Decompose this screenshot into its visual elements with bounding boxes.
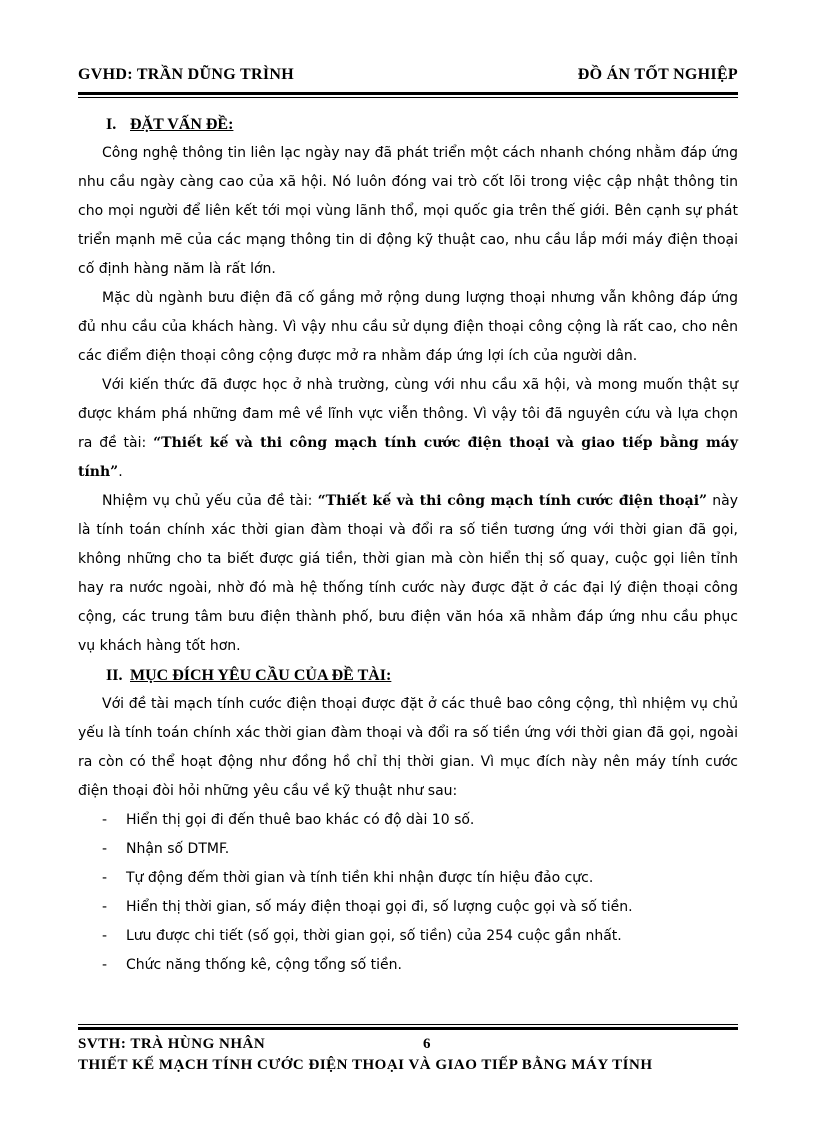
section-1-paragraph-2: Mặc dù ngành bưu điện đã cố gắng mở rộng dung lượng thoại nhưng vẫn không đáp ứng đủ nhu cầu của khách hàng. Vì vậy nhu cầu sử dụng điện thoại công cộng là rất cao, cho nên các điểm điện thoại công cộng được mở ra nhằm đáp ứng lợi ích của người dân.: [78, 290, 738, 364]
page-body: [78, 110, 738, 980]
requirement-item: - Hiển thị thời gian, số máy điện thoại gọi đi, số lượng cuộc gọi và số tiền.: [102, 899, 633, 915]
p4-rest: này là tính toán chính xác thời gian đàm thoại và đổi ra số tiền tương ứng với thời gian đã gọi, không những cho ta biết được giá tiền, thời gian mà còn hiển thị số quay, cuộc gọi liên tỉnh hay ra nước ngoài, nhờ đó mà hệ thống tính cước này được đặt ở các đại lý điện thoại công cộng, các trung tâm bưu điện thành phố, bưu điện văn hóa xã nhằm đáp ứng nhu cầu phục vụ khách hàng tốt hơn.: [78, 493, 739, 654]
footer-rule-thick: [78, 1027, 738, 1030]
requirement-item: - Chức năng thống kê, cộng tổng số tiền.: [102, 957, 402, 973]
footer-student: SVTH: TRÀ HÙNG NHÂN: [78, 1036, 266, 1052]
requirement-item: - Nhận số DTMF.: [102, 841, 230, 857]
section-2-paragraph-1: Với đề tài mạch tính cước điện thoại được đặt ở các thuê bao công cộng, thì nhiệm vụ chủ yếu là tính toán chính xác thời gian đàm thoại và đổi ra số tiền ứng với thời gian đã gọi, ngoài ra còn có thể hoạt động như đồng hồ chỉ thị thời gian. Vì mục đích này nên máy tính cước điện thoại đòi hỏi những yêu cầu về kỹ thuật như sau:: [78, 696, 738, 799]
footer-thesis-title: THIẾT KẾ MẠCH TÍNH CƯỚC ĐIỆN THOẠI VÀ GIAO TIẾP BẰNG MÁY TÍNH: [78, 1057, 653, 1073]
thesis-title-short: “Thiết kế và thi công mạch tính cước điện thoại”: [317, 493, 708, 509]
page-header: [78, 66, 738, 90]
section-1-paragraph-1: Công nghệ thông tin liên lạc ngày nay đã phát triển một cách nhanh chóng nhằm đáp ứng nhu cầu ngày càng cao của xã hội. Nó luôn đóng vai trò cốt lõi trong việc cập nhật thông tin cho mọi người để liên kết tới mọi vùng lãnh thổ, mọi quốc gia trên thế giới. Bên cạnh sự phát triển mạnh mẽ của các mạng thông tin di động kỹ thuật cao, nhu cầu lắp mới máy điện thoại cố định hàng năm là rất lớn.: [78, 145, 738, 277]
footer-rule-thin: [78, 1024, 738, 1025]
section-2-heading: [78, 661, 738, 690]
section-1-paragraph-4: [78, 487, 738, 661]
footer-line-1: [78, 1036, 738, 1058]
requirement-item: - Lưu được chi tiết (số gọi, thời gian gọi, số tiền) của 254 cuộc gần nhất.: [102, 928, 622, 944]
header-rule-thin: [78, 97, 738, 98]
section-1-heading: [78, 110, 738, 139]
header-doc-type: ĐỒ ÁN TỐT NGHIỆP: [577, 66, 738, 83]
p3-end: .: [118, 464, 123, 480]
section-1-title: ĐẶT VẤN ĐỀ:: [130, 116, 234, 133]
header-advisor: GVHD: TRẦN DŨNG TRÌNH: [78, 66, 294, 83]
section-1-number: I.: [106, 116, 117, 133]
section-2-number: II.: [106, 667, 123, 684]
section-2-title: MỤC ĐÍCH YÊU CẦU CỦA ĐỀ TÀI:: [130, 667, 392, 684]
thesis-title-full: “Thiết kế và thi công mạch tính cước điện thoại và giao tiếp bằng máy tính”: [78, 435, 738, 480]
p4-text: Nhiệm vụ chủ yếu của đề tài:: [102, 493, 318, 509]
header-rule-thick: [78, 92, 738, 95]
page-number: 6: [423, 1036, 431, 1052]
requirement-item: - Tự động đếm thời gian và tính tiền khi nhận được tín hiệu đảo cực.: [102, 870, 594, 886]
requirement-item: - Hiển thị gọi đi đến thuê bao khác có độ dài 10 số.: [102, 812, 475, 828]
section-1-paragraph-3: [78, 371, 738, 487]
p3-text: Với kiến thức đã được học ở nhà trường, cùng với nhu cầu xã hội, và mong muốn thật sự được khám phá những đam mê về lĩnh vực viễn thông. Vì vậy tôi đã nguyên cứu và lựa chọn ra đề tài:: [78, 377, 738, 451]
